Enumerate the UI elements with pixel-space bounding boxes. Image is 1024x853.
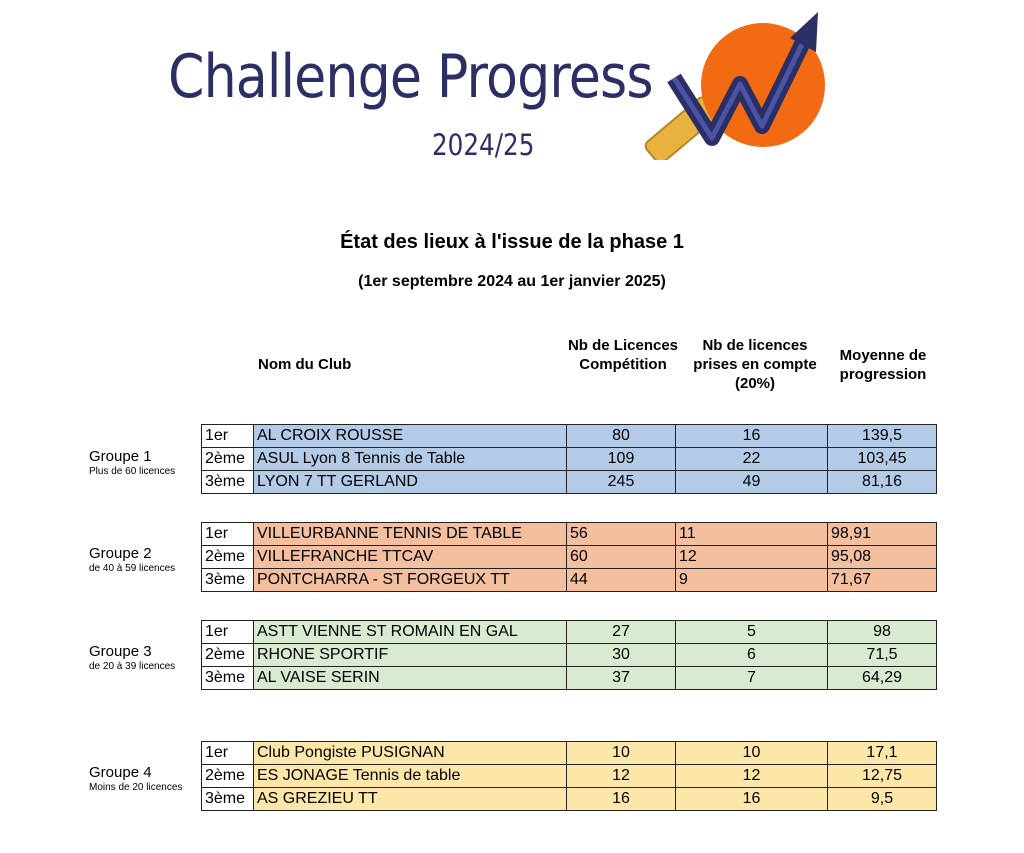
- table-row: [202, 667, 937, 690]
- average-cell: 12,75: [828, 765, 937, 788]
- club-cell: LYON 7 TT GERLAND: [254, 471, 567, 494]
- club-cell: AL VAISE SERIN: [254, 667, 567, 690]
- club-cell: ASTT VIENNE ST ROMAIN EN GAL: [254, 621, 567, 644]
- licences-cell: 56: [567, 523, 676, 546]
- counted-cell: 9: [676, 569, 828, 592]
- average-cell: 71,67: [828, 569, 937, 592]
- group-subtitle: de 20 à 39 licences: [89, 661, 176, 672]
- counted-cell: 12: [676, 546, 828, 569]
- rank-cell: 2ème: [202, 448, 254, 471]
- club-cell: ES JONAGE Tennis de table: [254, 765, 567, 788]
- counted-cell: 12: [676, 765, 828, 788]
- average-cell: 98: [828, 621, 937, 644]
- table-row: [202, 621, 937, 644]
- counted-cell: 16: [676, 425, 828, 448]
- group-4-table: [201, 741, 937, 811]
- licences-cell: 37: [567, 667, 676, 690]
- table-row: [202, 644, 937, 667]
- club-cell: VILLEURBANNE TENNIS DE TABLE: [254, 523, 567, 546]
- average-cell: 9,5: [828, 788, 937, 811]
- licences-cell: 10: [567, 742, 676, 765]
- rank-cell: 3ème: [202, 569, 254, 592]
- counted-cell: 11: [676, 523, 828, 546]
- table-row: [202, 788, 937, 811]
- average-cell: 81,16: [828, 471, 937, 494]
- counted-cell: 5: [676, 621, 828, 644]
- table-row: [202, 471, 937, 494]
- column-header-club: Nom du Club: [258, 356, 352, 373]
- licences-cell: 12: [567, 765, 676, 788]
- rank-cell: 1er: [202, 523, 254, 546]
- counted-cell: 6: [676, 644, 828, 667]
- rank-cell: 2ème: [202, 644, 254, 667]
- licences-cell: 27: [567, 621, 676, 644]
- average-cell: 139,5: [828, 425, 937, 448]
- page-subtitle: (1er septembre 2024 au 1er janvier 2025): [358, 273, 666, 290]
- group-subtitle: Plus de 60 licences: [89, 466, 176, 477]
- licences-cell: 16: [567, 788, 676, 811]
- counted-cell: 10: [676, 742, 828, 765]
- average-cell: 17,1: [828, 742, 937, 765]
- rank-cell: 3ème: [202, 667, 254, 690]
- group-label: [89, 448, 175, 477]
- average-cell: 103,45: [828, 448, 937, 471]
- counted-cell: 7: [676, 667, 828, 690]
- counted-cell: 16: [676, 788, 828, 811]
- logo-title: Challenge Progress: [168, 42, 653, 112]
- page-title: État des lieux à l'issue de la phase 1: [340, 231, 684, 253]
- table-row: [202, 569, 937, 592]
- rank-cell: 1er: [202, 742, 254, 765]
- group-2-table: [201, 522, 937, 592]
- club-cell: ASUL Lyon 8 Tennis de Table: [254, 448, 567, 471]
- licences-cell: 109: [567, 448, 676, 471]
- group-name: Groupe 4: [89, 764, 152, 781]
- club-cell: PONTCHARRA - ST FORGEUX TT: [254, 569, 567, 592]
- logo-year: 2024/25: [432, 128, 535, 162]
- group-name: Groupe 1: [89, 448, 152, 465]
- counted-cell: 49: [676, 471, 828, 494]
- table-row: [202, 765, 937, 788]
- club-cell: AS GREZIEU TT: [254, 788, 567, 811]
- group-3-table: [201, 620, 937, 690]
- group-label: [89, 545, 175, 574]
- rank-cell: 3ème: [202, 471, 254, 494]
- licences-cell: 60: [567, 546, 676, 569]
- rank-cell: 1er: [202, 621, 254, 644]
- column-header-average: Moyenne de progression: [839, 347, 927, 383]
- table-row: [202, 425, 937, 448]
- rank-cell: 2ème: [202, 765, 254, 788]
- club-cell: VILLEFRANCHE TTCAV: [254, 546, 567, 569]
- rank-cell: 3ème: [202, 788, 254, 811]
- logo-paddle-icon: [640, 10, 830, 160]
- average-cell: 71,5: [828, 644, 937, 667]
- club-cell: RHONE SPORTIF: [254, 644, 567, 667]
- licences-cell: 80: [567, 425, 676, 448]
- column-header-counted: Nb de licences prises en compte (20%): [693, 337, 817, 392]
- column-header-licences: Nb de Licences Compétition: [567, 337, 679, 373]
- rank-cell: 2ème: [202, 546, 254, 569]
- licences-cell: 245: [567, 471, 676, 494]
- average-cell: 64,29: [828, 667, 937, 690]
- rank-cell: 1er: [202, 425, 254, 448]
- club-cell: Club Pongiste PUSIGNAN: [254, 742, 567, 765]
- group-name: Groupe 3: [89, 643, 152, 660]
- average-cell: 98,91: [828, 523, 937, 546]
- average-cell: 95,08: [828, 546, 937, 569]
- table-row: [202, 742, 937, 765]
- club-cell: AL CROIX ROUSSE: [254, 425, 567, 448]
- table-row: [202, 546, 937, 569]
- counted-cell: 22: [676, 448, 828, 471]
- table-row: [202, 523, 937, 546]
- licences-cell: 30: [567, 644, 676, 667]
- group-subtitle: de 40 à 59 licences: [89, 563, 176, 574]
- licences-cell: 44: [567, 569, 676, 592]
- group-label: [89, 643, 175, 672]
- group-label: [89, 764, 182, 793]
- group-1-table: [201, 424, 937, 494]
- table-row: [202, 448, 937, 471]
- group-name: Groupe 2: [89, 545, 152, 562]
- group-subtitle: Moins de 20 licences: [89, 782, 183, 793]
